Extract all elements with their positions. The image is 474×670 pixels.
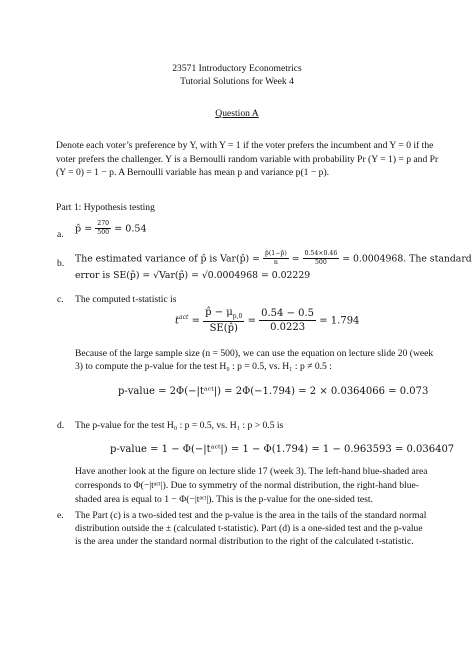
item-c-result: = 1.794 [319, 315, 360, 327]
item-c-t-statistic: $t^{act}$ = $\frac{p̂ - \mu_{p,0}}{SE(p̂)}$ = $\frac{0.54 - 0.5}{0.0223}$ = 1.794 [175, 307, 360, 335]
course-title: 23571 Introductory Econometrics [172, 63, 302, 74]
intro-line-1: Denote each voter’s preference by Y, with Y = 1 if the voter prefers the incumbent and Y = 0 if the [56, 140, 434, 151]
item-c-para-line-2: 3) to compute the p-value for the test H₀ : p = 0.5, vs. H₁ : p ≠ 0.5 : [75, 361, 332, 372]
item-c-fraction-1-num-text: p̂ − μ [205, 307, 233, 318]
item-e-line-2: distribution outside the ± (calculated t-statistic). Part (d) is a one-sided test and the p-value [75, 523, 423, 534]
question-heading-text: Question A [215, 108, 259, 119]
item-d-label: d. [57, 420, 65, 431]
item-b-line-2: error is SE(p̂) = √Var(p̂) = √0.0004968 = 0.02229 [75, 270, 311, 281]
item-c-fraction-1-num-sub: p,0 [232, 313, 243, 320]
item-a-rhs: = 0.54 [114, 223, 147, 235]
item-b-fraction-2-den: 500 [314, 259, 327, 267]
item-b-pre: The estimated variance of p̂ is Var(p̂) = [75, 253, 260, 265]
question-heading [0, 108, 474, 121]
intro-line-2: voter prefers the challenger. Y is a Bernoulli random variable with probability Pr (Y = 1) = p and Pr [56, 154, 439, 165]
item-c-lhs-sup: act [179, 313, 189, 321]
item-c-fraction-2 [259, 307, 316, 335]
item-c-fraction-2-den: 0.0223 [270, 322, 306, 334]
item-b-fraction-2-num: 0.54×0.46 [303, 250, 340, 259]
item-e-line-3: is the area under the standard normal distribution to the right of the calculated t-statistic. [75, 536, 414, 547]
item-b-fraction-2 [303, 250, 340, 268]
item-e-line-1: The Part (c) is a two-sided test and the p-value is the area in the tails of the standard normal [75, 510, 427, 521]
item-c-fraction-1-num [203, 306, 244, 322]
item-c-fraction-1-den: SE(p̂) [209, 323, 238, 335]
item-c-lhs: t [175, 315, 180, 327]
item-a-fraction [95, 220, 111, 238]
item-c-intro: The computed t-statistic is [75, 294, 177, 305]
item-c-fraction-1 [203, 306, 244, 336]
part1-title: Part 1: Hypothesis testing [56, 202, 155, 213]
item-a-label: a. [57, 229, 64, 240]
item-b-post: = 0.0004968. The standard [342, 253, 472, 265]
item-d-line-1: Have another look at the figure on lecture slide 17 (week 3). The left-hand blue-shaded area [75, 466, 428, 477]
item-b-line-1 [75, 250, 472, 268]
item-a-equation [75, 220, 147, 238]
document-subtitle: Tutorial Solutions for Week 4 [180, 76, 294, 87]
item-d-intro: The p-value for the test H₀ : p = 0.5, vs. H₁ : p > 0.5 is [75, 420, 284, 431]
item-c-pvalue: p-value = 2Φ(−|tᵃᶜᵗ|) = 2Φ(−1.794) = 2 × 0.0364066 = 0.073 [118, 386, 429, 397]
item-d-line-3: shaded area is equal to 1 − Φ(−|tᵃᶜᵗ|). This is the p-value for the one-sided test. [75, 494, 373, 505]
item-b-eq: = [291, 253, 300, 265]
item-b-label: b. [57, 258, 65, 269]
item-d-line-2: corresponds to Φ(−|tᵃᶜᵗ|). Due to symmetry of the normal distribution, the right-hand blue- [75, 480, 419, 491]
item-b-fraction-1 [263, 250, 289, 268]
item-c-para-line-1: Because of the large sample size (n = 500), we can use the equation on lecture slide 20 (week [75, 348, 434, 359]
intro-line-3: (Y = 0) = 1 − p. A Bernoulli variable has mean p and variance p(1 − p). [56, 167, 330, 178]
item-a-lhs: p̂ = [75, 223, 93, 235]
item-a-fraction-den: 500 [97, 229, 110, 237]
item-c-label: c. [57, 294, 64, 305]
item-b-fraction-1-den: n [273, 259, 278, 267]
item-a-fraction-num: 270 [95, 220, 111, 229]
item-b-fraction-1-num: p̂(1−p̂) [263, 250, 289, 259]
item-e-label: e. [57, 510, 64, 521]
item-d-pvalue: p-value = 1 − Φ(−|tᵃᶜᵗ|) = 1 − Φ(1.794) = 1 − 0.963593 = 0.036407 [110, 444, 455, 455]
item-c-fraction-2-num: 0.54 − 0.5 [259, 307, 316, 322]
